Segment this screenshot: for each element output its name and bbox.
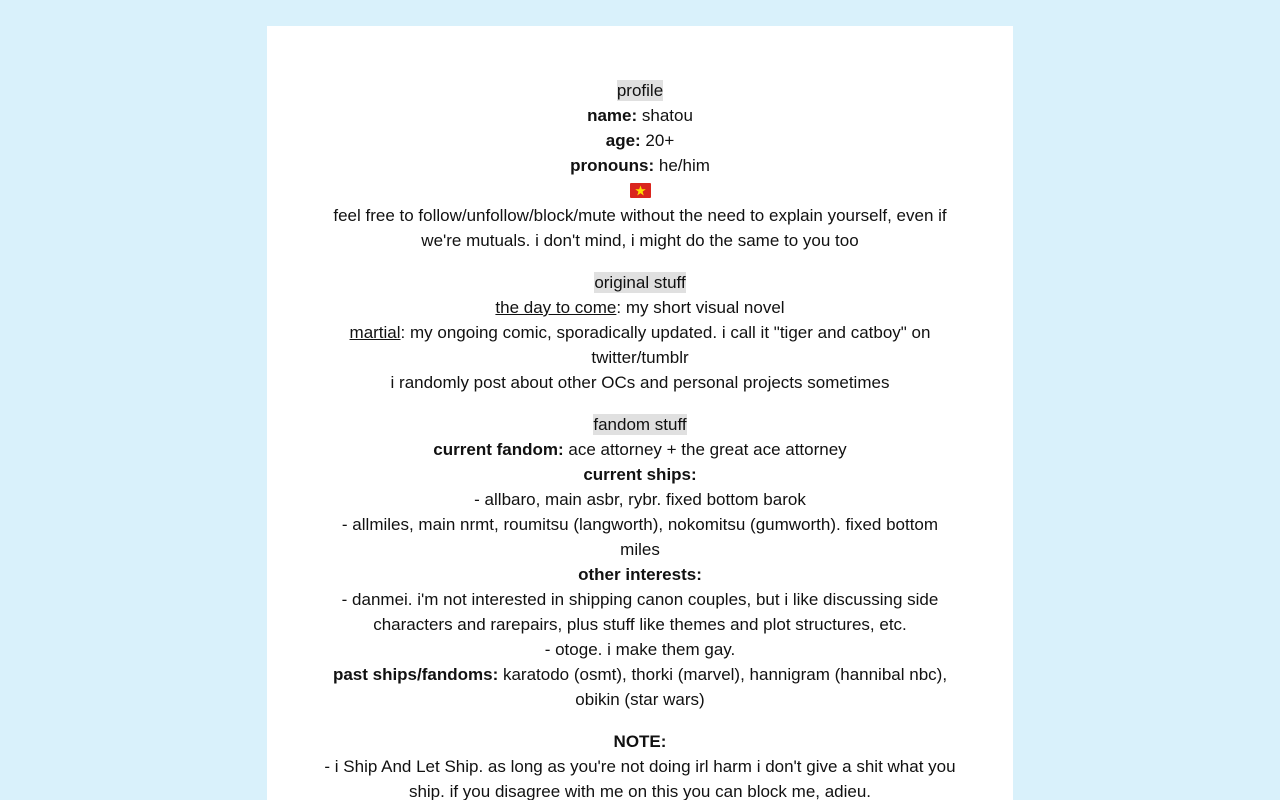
interest-item-otoge: - otoge. i make them gay. [544,640,736,659]
past-ships-label: past ships/fandoms: [332,665,499,684]
comic-description: : my ongoing comic, sporadically updated. i call it "tiger and catboy" on twitter/tumblr [400,323,931,367]
profile-heading: profile [616,81,664,100]
original-item-other: i randomly post about other OCs and personal projects sometimes [390,373,890,392]
pronouns-label: pronouns: [570,156,655,175]
other-interests-label: other interests: [578,565,702,584]
profile-page [267,26,1013,800]
original-item-visual-novel [323,295,957,320]
original-heading: original stuff [594,273,686,292]
note-heading: NOTE: [613,732,667,751]
interest-item-danmei: - danmei. i'm not interested in shipping canon couples, but i like discussing side characters and rarepairs, plus stuff like themes and plot structures, etc. [341,590,939,634]
original-section [323,270,957,295]
pronouns-line [323,153,957,178]
other-interests-line [323,562,957,587]
visual-novel-description: : my short visual novel [616,298,785,317]
name-line [323,103,957,128]
ship-item-barok: - allbaro, main asbr, rybr. fixed bottom barok [474,490,806,509]
profile-section [323,78,957,103]
age-label: age: [605,131,641,150]
current-fandom-label: current fandom: [433,440,564,459]
note-line [323,729,957,754]
the-day-to-come-link[interactable]: the day to come [495,298,617,317]
flag-line [323,178,957,203]
name-label: name: [587,106,638,125]
fandom-heading: fandom stuff [593,415,687,434]
current-fandom-line [323,437,957,462]
ship-item-miles: - allmiles, main nrmt, roumitsu (langworth), nokomitsu (gumworth). fixed bottom miles [341,515,939,559]
profile-content [323,78,957,800]
martial-link[interactable]: martial [349,323,401,342]
intro-text: feel free to follow/unfollow/block/mute without the need to explain yourself, even if we're mutuals. i don't mind, i might do the same to you too [333,206,947,250]
age-line [323,128,957,153]
current-ships-label: current ships: [583,465,697,484]
fandom-section [323,412,957,437]
original-item-comic [323,320,957,370]
current-fandom-value: ace attorney + the great ace attorney [563,440,847,459]
note-item-ship-and-let-ship: - i Ship And Let Ship. as long as you're not doing irl harm i don't give a shit what you ship. if you disagree with me on this you can block me, adieu. [324,757,956,800]
name-value: shatou [637,106,693,125]
age-value: 20+ [640,131,675,150]
pronouns-value: he/him [654,156,710,175]
past-ships-line [323,662,957,712]
current-ships-line [323,462,957,487]
past-ships-value: karatodo (osmt), thorki (marvel), hannigram (hannibal nbc), obikin (star wars) [498,665,948,709]
vietnam-flag-icon [630,183,651,198]
